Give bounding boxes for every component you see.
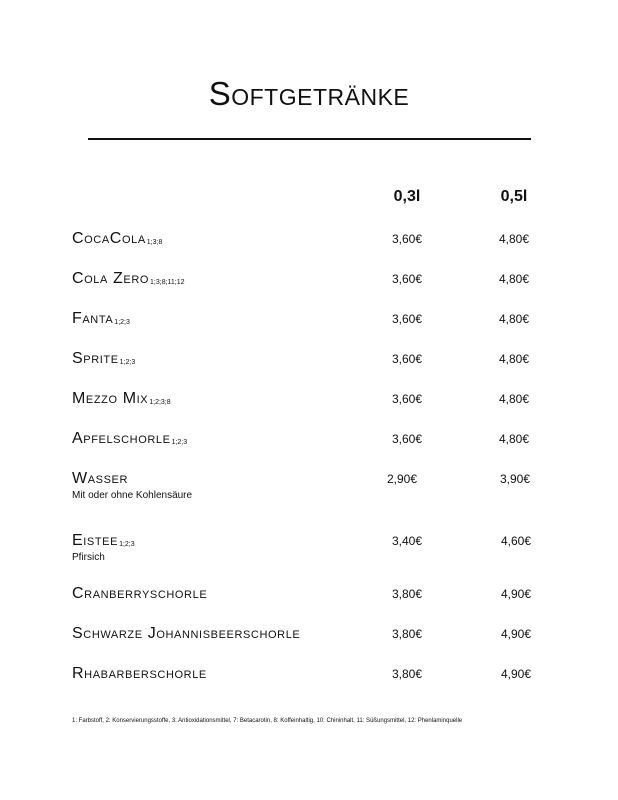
item-name: Fanta1;2;3 — [72, 310, 130, 327]
item-name: Sprite1;2;3 — [72, 350, 136, 367]
item-additives: 1;2;3 — [119, 359, 136, 366]
item-additives: 1;2;3 — [171, 439, 188, 446]
item-price-large: 4,90€ — [500, 587, 532, 601]
column-header-0-3l: 0,3l — [393, 188, 421, 205]
column-header-0-5l: 0,5l — [500, 188, 528, 205]
menu-item — [0, 349, 618, 389]
item-name: Mezzo Mix1;2;3;8 — [72, 390, 171, 407]
item-price-large: 4,60€ — [500, 534, 532, 548]
item-price-large: 4,80€ — [498, 432, 530, 446]
item-price-large: 4,80€ — [498, 272, 530, 286]
menu-item — [0, 664, 618, 704]
item-name: Rhabarberschorle — [72, 665, 207, 682]
item-price-small: 2,90€ — [386, 472, 418, 486]
item-price-small: 3,60€ — [391, 392, 423, 406]
menu-item — [0, 429, 618, 469]
menu-item — [0, 229, 618, 269]
item-additives: 1;2;3 — [114, 319, 130, 326]
item-name: Cranberryschorle — [72, 585, 208, 602]
menu-item — [0, 584, 618, 624]
item-price-small: 3,80€ — [391, 667, 423, 681]
item-price-large: 4,80€ — [498, 352, 530, 366]
item-price-small: 3,80€ — [391, 587, 423, 601]
item-name: Schwarze Johannisbeerschorle — [72, 625, 301, 642]
item-price-small: 3,60€ — [391, 232, 423, 246]
item-subtitle: Pfirsich — [72, 552, 105, 563]
item-price-small: 3,40€ — [391, 534, 423, 548]
item-name: Eistee1;2;3 — [72, 532, 135, 549]
item-additives: 1;2;3;8 — [149, 399, 171, 406]
item-additives: 1;3;8 — [146, 239, 163, 246]
item-price-small: 3,60€ — [391, 432, 423, 446]
item-additives: 1;2;3 — [119, 541, 135, 548]
item-name: Wasser — [72, 470, 128, 487]
item-price-large: 4,90€ — [500, 667, 532, 681]
menu-item — [0, 624, 618, 664]
item-price-small: 3,60€ — [391, 312, 423, 326]
item-price-large: 4,80€ — [498, 392, 530, 406]
item-price-small: 3,60€ — [391, 352, 423, 366]
menu-item — [0, 469, 618, 509]
additives-footnote: 1: Farbstoff, 2: Konservierungsstoffe, 3: Antioxidationsmittel, 7: Betacarotin, 8: Koffeinhaltig, 10: Chininhalt, 11: Süßungsmittel, 12: Phenlaminquelle — [72, 718, 463, 724]
item-name: CocaCola1;3;8 — [72, 230, 163, 247]
menu-item — [0, 309, 618, 349]
item-name: Cola Zero1;3;8;11;12 — [72, 270, 185, 287]
menu-title: Softgetränke — [208, 75, 410, 112]
item-subtitle: Mit oder ohne Kohlensäure — [72, 490, 193, 501]
item-price-large: 4,90€ — [500, 627, 532, 641]
item-additives: 1;3;8;11;12 — [150, 279, 185, 286]
item-price-small: 3,80€ — [391, 627, 423, 641]
menu-item — [0, 531, 618, 571]
item-price-large: 4,80€ — [498, 312, 530, 326]
item-price-large: 4,80€ — [498, 232, 530, 246]
item-price-small: 3,60€ — [391, 272, 423, 286]
title-divider — [88, 138, 531, 140]
menu-item — [0, 269, 618, 309]
menu-item — [0, 389, 618, 429]
item-name: Apfelschorle1;2;3 — [72, 430, 188, 447]
item-price-large: 3,90€ — [499, 472, 531, 486]
